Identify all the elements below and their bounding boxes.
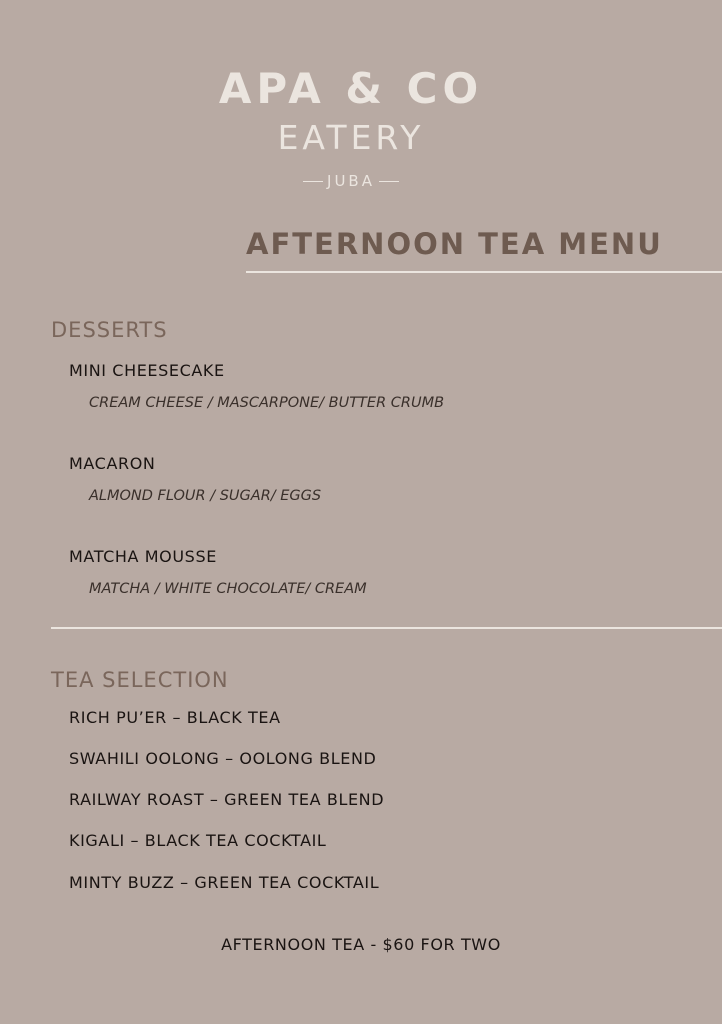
dessert-item-description: ALMOND FLOUR / SUGAR/ EGGS [89, 488, 322, 504]
dessert-item-description: CREAM CHEESE / MASCARPONE/ BUTTER CRUMB [89, 395, 445, 411]
logo-brand-name: APA & CO [218, 64, 484, 113]
logo-location [0, 172, 702, 190]
title-divider [246, 271, 722, 273]
tea-item: MINTY BUZZ – GREEN TEA COCKTAIL [69, 873, 380, 892]
dessert-item-description: MATCHA / WHITE CHOCOLATE/ CREAM [89, 581, 367, 597]
desserts-heading: DESSERTS [51, 318, 168, 342]
logo-dash-left [303, 181, 323, 182]
tea-item: SWAHILI OOLONG – OOLONG BLEND [69, 749, 377, 768]
section-divider [51, 627, 722, 629]
tea-item: RAILWAY ROAST – GREEN TEA BLEND [69, 790, 385, 809]
tea-selection-heading: TEA SELECTION [51, 668, 229, 692]
dessert-item-name: MACARON [69, 454, 156, 473]
dessert-item-name: MINI CHEESECAKE [69, 361, 225, 380]
price-line: AFTERNOON TEA - $60 FOR TWO [221, 935, 501, 954]
tea-item: KIGALI – BLACK TEA COCKTAIL [69, 831, 327, 850]
tea-item: RICH PU’ER – BLACK TEA [69, 708, 281, 727]
dessert-item-name: MATCHA MOUSSE [69, 547, 217, 566]
logo-subtitle: EATERY [277, 118, 425, 157]
logo-location-text: JUBA [327, 172, 375, 190]
logo-dash-right [379, 181, 399, 182]
menu-title: AFTERNOON TEA MENU [246, 227, 663, 261]
